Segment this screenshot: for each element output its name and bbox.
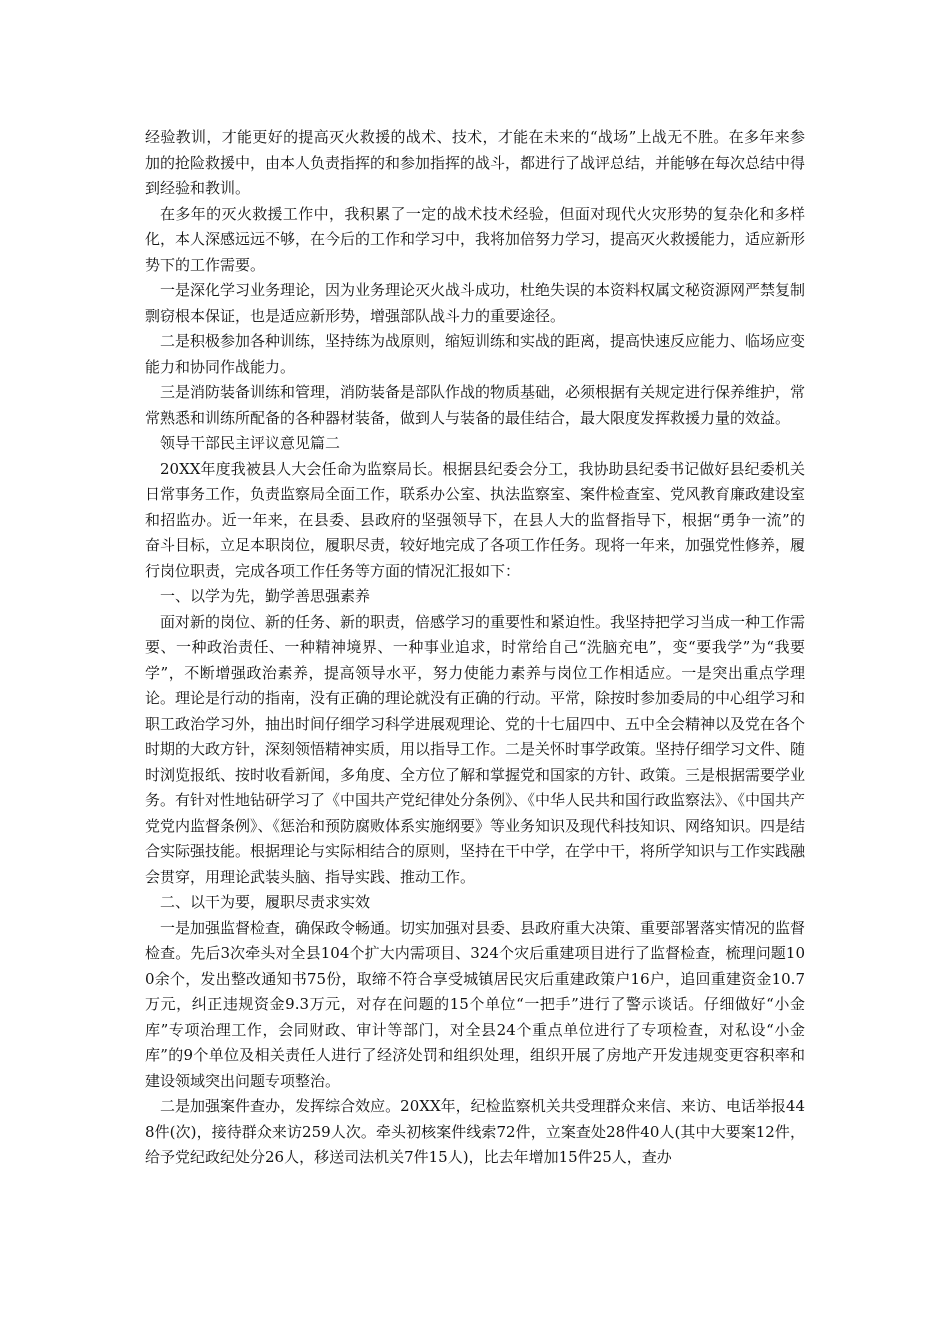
paragraph-cases: 二是加强案件查办，发挥综合效应。20XX年，纪检监察机关共受理群众来信、来访、电话举报448件(次)，接待群众来访259人次。牵头初核案件线索72件，立案查处28件40人(其中大要案12件，给予党纪政纪处分26人，移送司法机关7件15人)，比去年增加15件25人，查办 [145,1097,805,1166]
paragraph-supervision: 一是加强监督检查，确保政令畅通。切实加强对县委、县政府重大决策、重要部署落实情况的监督检查。先后3次牵头对全县104个扩大内需项目、324个灾后重建项目进行了监督检查，梳理问题100余个，发出整改通知书75份，取缔不符合享受城镇居民灾后重建政策户16户，追回重建资金10.7万元，纠正违规资金9.3万元，对存在问题的15个单位“一把手”进行了警示谈话。仔细做好“小金库”专项治理工作，会同财政、审计等部门，对全县24个重点单位进行了专项检查，对私设“小金库”的9个单位及相关责任人进行了经济处罚和组织处理，组织开展了房地产开发违规变更容积率和建设领域突出问题专项整治。 [145,918,806,1090]
section-heading-part-two: 领导干部民主评议意见篇二 [160,434,341,452]
paragraph-point-two: 二是积极参加各种训练，坚持练为战原则，缩短训练和实战的距离，提高快速反应能力、临场应变能力和协同作战能力。 [145,332,806,376]
paragraph-intro: 20XX年度我被县人大会任命为监察局长。根据县纪委会分工，我协助县纪委书记做好县纪委机关日常事务工作，负责监察局全面工作，联系办公室、执法监察室、案件检查室、党风教育廉政建设室和招监办。近一年来，在县委、县政府的坚强领导下，在县人大的监督指导下，根据“勇争一流”的奋斗目标，立足本职岗位，履职尽责，较好地完成了各项工作任务。现将一年来，加强党性修养，履行岗位职责，完成各项工作任务等方面的情况汇报如下： [145,459,806,580]
paragraph-continuation: 经验教训，才能更好的提高灭火救援的战术、技术，才能在未来的“战场”上战无不胜。在多年来参加的抢险救援中，由本人负责指挥的和参加指挥的战斗，都进行了战评总结，并能够在每次总结中得到经验和教训。 [145,128,806,197]
paragraph-point-three: 三是消防装备训练和管理，消防装备是部队作战的物质基础，必须根据有关规定进行保养维护，常常熟悉和训练所配备的各种器材装备，做到人与装备的最佳结合，最大限度发挥救援力量的效益。 [145,383,806,427]
paragraph-study: 面对新的岗位、新的任务、新的职责，倍感学习的重要性和紧迫性。我坚持把学习当成一种工作需要、一种政治责任、一种精神境界、一种事业追求，时常给自己“洗脑充电”，变“要我学”为“我要学”，不断增强政治素养，提高领导水平，努力使能力素养与岗位工作相适应。一是突出重点学理论。理论是行动的指南，没有正确的理论就没有正确的行动。平常，除按时参加委局的中心组学习和职工政治学习外，抽出时间仔细学习科学进展观理论、党的十七届四中、五中全会精神以及党在各个时期的大政方针，深刻领悟精神实质，用以指导工作。二是关怀时事学政策。坚持仔细学习文件、随时浏览报纸、按时收看新闻，多角度、全方位了解和掌握党和国家的方针、政策。三是根据需要学业务。有针对性地钻研学习了《中国共产党纪律处分条例》、《中华人民共和国行政监察法》、《中国共产党党内监督条例》、《惩治和预防腐败体系实施纲要》等业务知识及现代科技知识、网络知识。四是结合实际强技能。根据理论与实际相结合的原则，坚持在干中学，在学中干，将所学知识与工作实践融会贯穿，用理论武装头脑、指导实践、推动工作。 [145,612,806,886]
paragraph-experience: 在多年的灭火救援工作中，我积累了一定的战术技术经验，但面对现代火灾形势的复杂化和多样化，本人深感远远不够，在今后的工作和学习中，我将加倍努力学习，提高灭火救援能力，适应新形势下的工作需要。 [145,204,806,274]
subheading-study: 一、以学为先，勤学善思强素养 [160,587,371,605]
subheading-duty: 二、以干为要，履职尽责求实效 [160,893,371,911]
document-body [145,125,805,1171]
paragraph-point-one: 一是深化学习业务理论，因为业务理论灭火战斗成功，杜绝失误的本资料权属文秘资源网严禁复制剽窃根本保证，也是适应新形势，增强部队战斗力的重要途径。 [145,281,806,325]
